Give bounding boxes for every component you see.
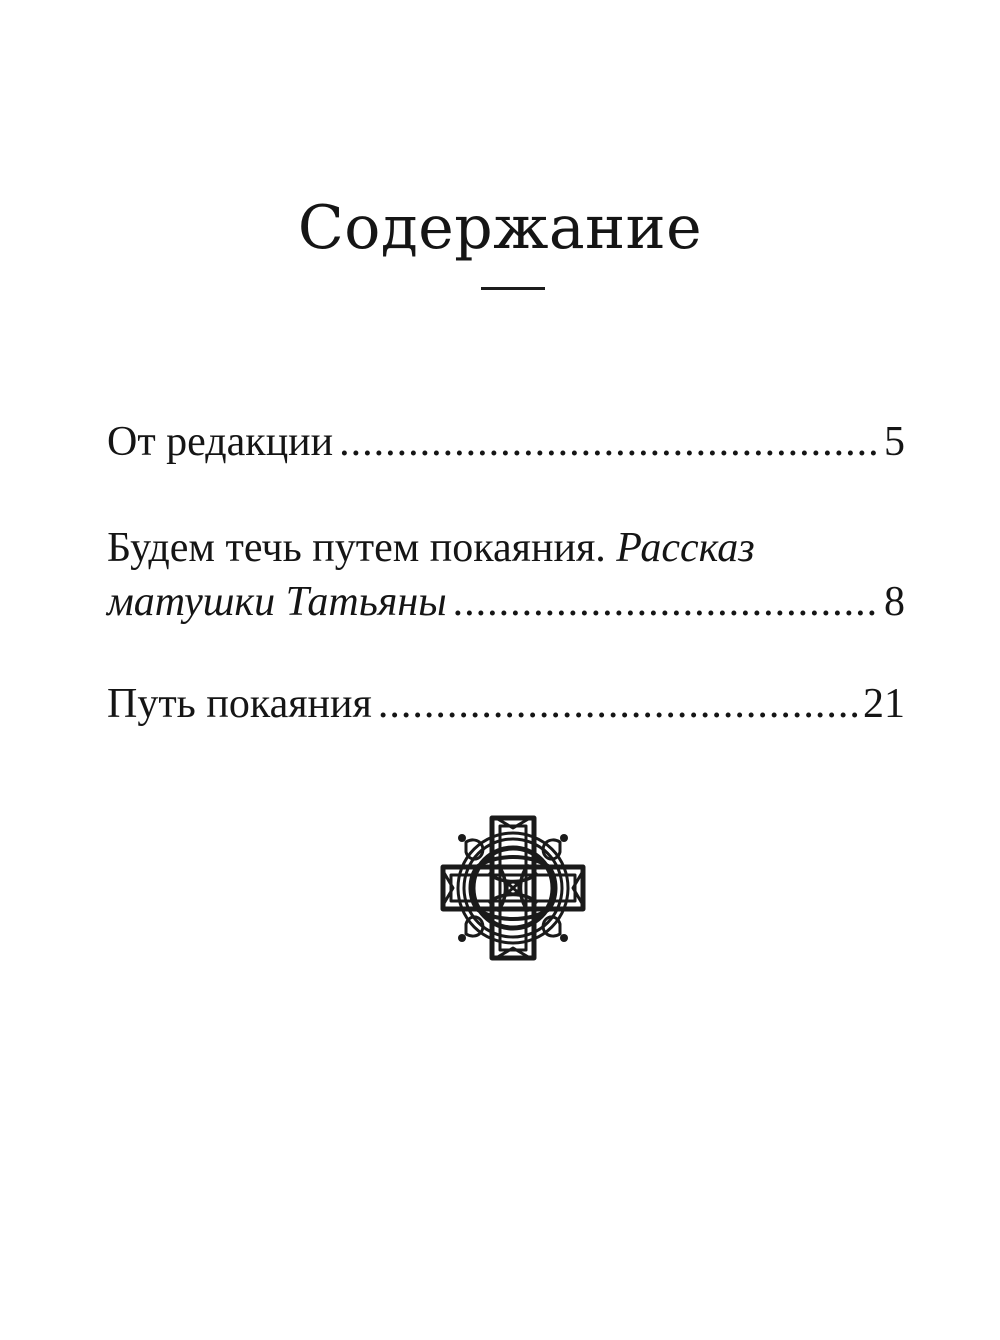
toc-entry[interactable] [107, 415, 905, 469]
dot-leader [339, 415, 880, 469]
toc-entry-page: 8 [884, 579, 905, 625]
page-title: Содержание [297, 193, 703, 263]
dot-leader [453, 575, 880, 629]
title-divider [481, 287, 545, 290]
toc-entry-title-line-1 [107, 521, 905, 575]
toc-entry[interactable] [107, 677, 905, 731]
toc-entry-title-regular: Будем течь путем покаяния. [107, 525, 606, 571]
toc-entry-subtitle-end: матушки Татьяны [107, 579, 447, 625]
toc-entry[interactable] [107, 521, 905, 629]
toc-entry-title: Путь покаяния [107, 681, 372, 727]
dot-leader [378, 677, 859, 731]
toc-entry-subtitle-start: Рассказ [616, 525, 755, 571]
toc-entry-title: От редакции [107, 419, 334, 465]
toc-entry-page: 21 [863, 681, 905, 727]
celtic-knot-cross-icon [438, 814, 588, 962]
table-of-contents [107, 415, 905, 731]
toc-entry-page: 5 [884, 419, 905, 465]
